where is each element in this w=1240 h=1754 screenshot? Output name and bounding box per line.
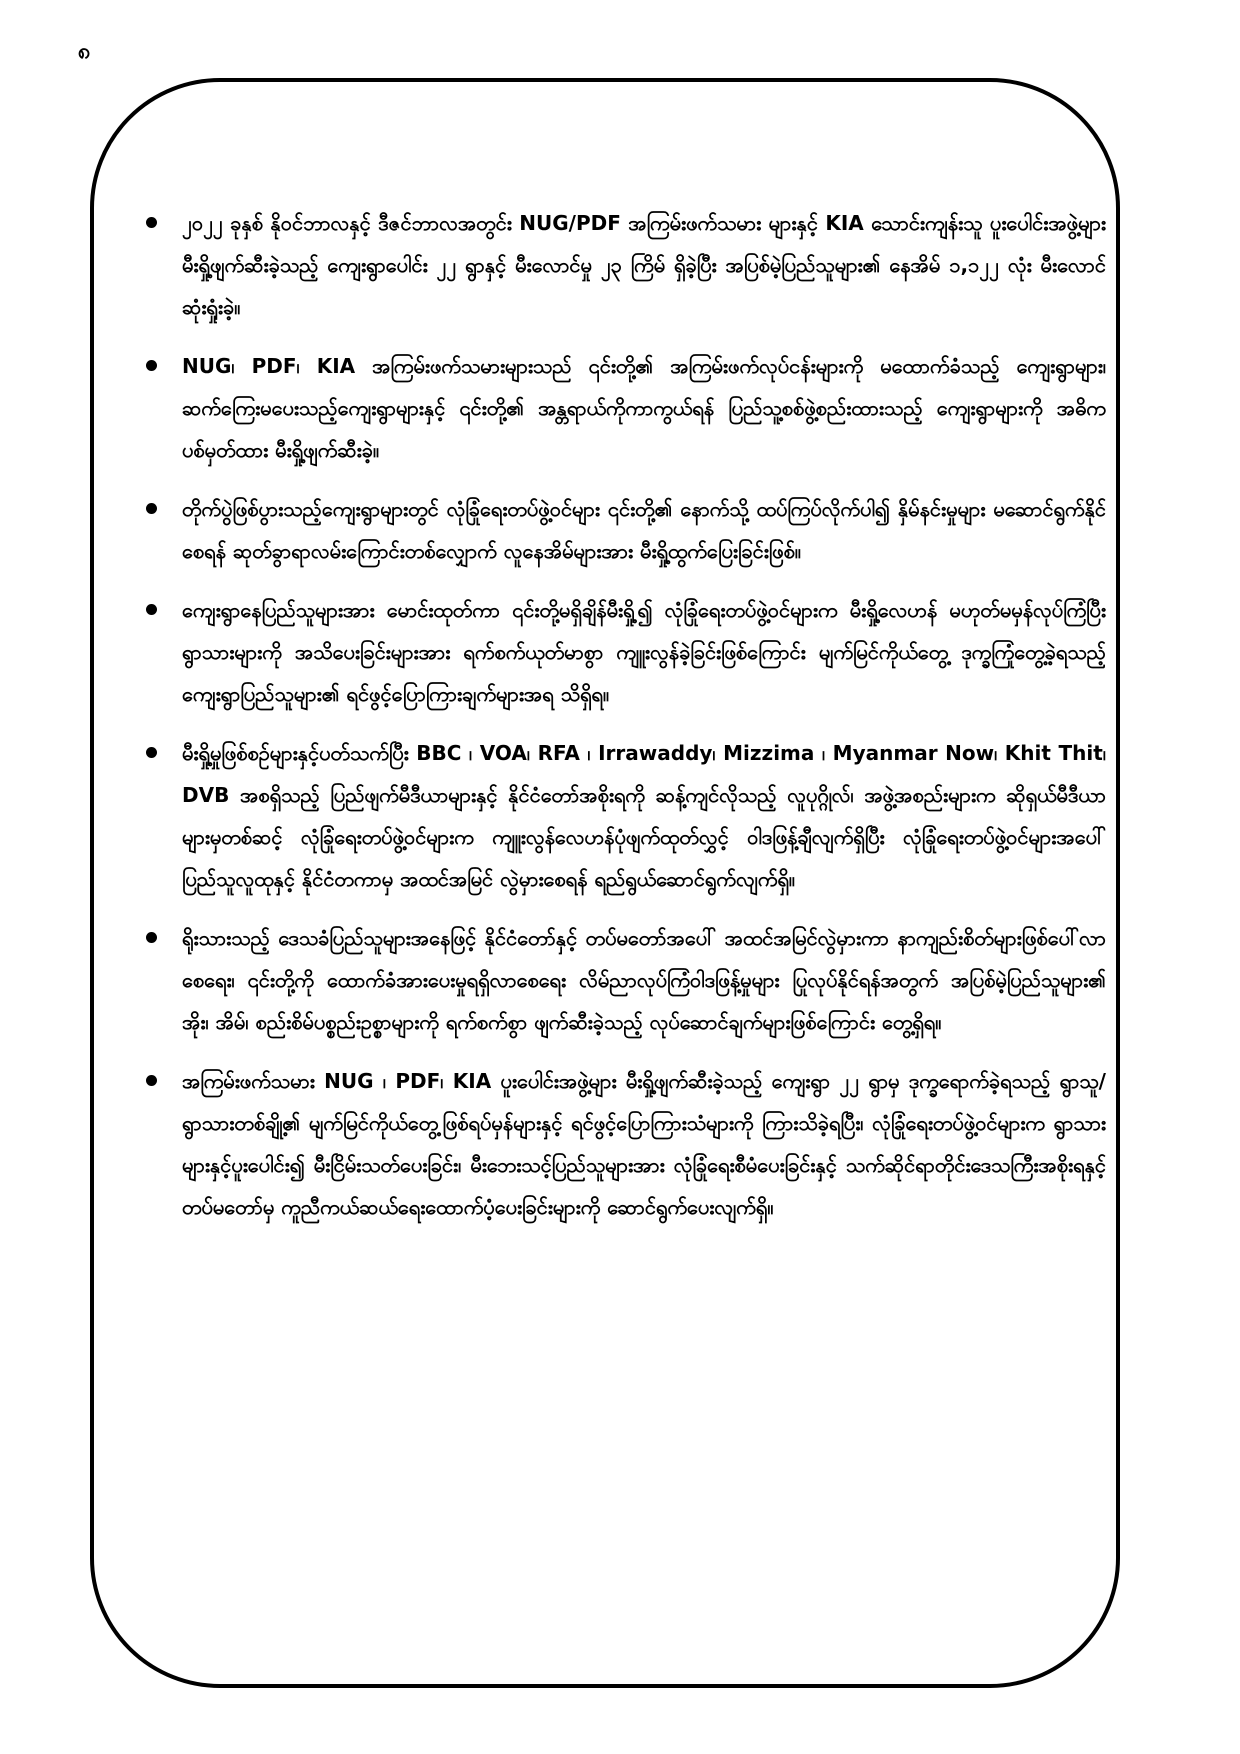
list-item [140, 488, 1106, 572]
bullet-dot-icon [146, 360, 157, 371]
bullet-text: NUG၊ PDF၊ KIA အကြမ်းဖက်သမားများသည် ၎င်းတို့၏ အကြမ်းဖက်လုပ်ငန်းများကို မထောက်ခံသည့် ကျေးရွာများ၊ ဆက်ကြေးမပေးသည့်ကျေးရွာများနှင့် ၎င်းတို့၏ အန္တရာယ်ကိုကာကွယ်ရန် ပြည်သူ့စစ်ဖွဲ့စည်းထားသည့် ကျေးရွာများကို အဓိကပစ်မှတ်ထား မီးရှို့ဖျက်ဆီးခဲ့။ [182, 354, 1106, 462]
bullet-dot-icon [146, 604, 157, 615]
list-item [140, 589, 1106, 715]
bullet-text: တိုက်ပွဲဖြစ်ပွားသည့်ကျေးရွာများတွင် လုံခြုံရေးတပ်ဖွဲ့ဝင်များ ၎င်းတို့၏ နောက်သို့ ထပ်ကြပ်လိုက်ပါ၍ နှိမ်နင်းမှုများ မဆောင်ရွက်နိုင်စေရန် ဆုတ်ခွာရာလမ်းကြောင်းတစ်လျှောက် လူနေအိမ်များအား မီးရှို့ထွက်ပြေးခြင်းဖြစ်။ [182, 497, 1106, 563]
bullet-text: ကျေးရွာနေပြည်သူများအား မောင်းထုတ်ကာ ၎င်းတို့မရှိချိန်မီးရှို့၍ လုံခြုံရေးတပ်ဖွဲ့ဝင်များက မီးရှို့လေဟန် မဟုတ်မမှန်လုပ်ကြံပြီး ရွာသားများကို အသိပေးခြင်းများအား ရက်စက်ယုတ်မာစွာ ကျူးလွန်ခဲ့ခြင်းဖြစ်ကြောင်း မျက်မြင်ကိုယ်တွေ့ ဒုက္ခကြုံတွေ့ခဲ့ရသည့် ကျေးရွာပြည်သူများ၏ ရင်ဖွင့်ပြောကြားချက်များအရ သိရှိရ။ [182, 598, 1106, 706]
bullet-dot-icon [146, 217, 157, 228]
list-item [140, 202, 1106, 328]
list-item [140, 1060, 1106, 1228]
bullet-list [140, 202, 1106, 1245]
bullet-text: အကြမ်းဖက်သမား NUG ၊ PDF၊ KIA ပူးပေါင်းအဖွဲ့များ မီးရှို့ဖျက်ဆီးခဲ့သည့် ကျေးရွာ ၂၂ ရွာမှ ဒုက္ခရောက်ခဲ့ရသည့် ရွာသူ/ရွာသားတစ်ချို့၏ မျက်မြင်ကိုယ်တွေ့ဖြစ်ရပ်မှန်များနှင့် ရင်ဖွင့်ပြောကြားသံများကို ကြားသိခဲ့ရပြီး၊ လုံခြုံရေးတပ်ဖွဲ့ဝင်များက ရွာသားများနှင့်ပူးပေါင်း၍ မီးငြိမ်းသတ်ပေးခြင်း၊ မီးဘေးသင့်ပြည်သူများအား လုံခြုံရေးစီမံပေးခြင်းနှင့် သက်ဆိုင်ရာတိုင်းဒေသကြီးအစိုးရနှင့် တပ်မတော်မှ ကူညီကယ်ဆယ်ရေးထောက်ပံ့ပေးခြင်းများကို ဆောင်ရွက်ပေးလျက်ရှိ။ [182, 1069, 1106, 1219]
bullet-dot-icon [146, 503, 157, 514]
bullet-text: မီးရှို့မှုဖြစ်စဉ်များနှင့်ပတ်သက်ပြီး BBC ၊ VOA၊ RFA ၊ Irrawaddy၊ Mizzima ၊ Myanmar Now၊ Khit Thit၊ DVB အစရှိသည့် ပြည်ဖျက်မီဒီယာများနှင့် နိုင်ငံတော်အစိုးရကို ဆန့်ကျင်လိုသည့် လူပုဂ္ဂိုလ်၊ အဖွဲ့အစည်းများက ဆိုရှယ်မီဒီယာများမှတစ်ဆင့် လုံခြုံရေးတပ်ဖွဲ့ဝင်များက ကျူးလွန်လေဟန်ပုံဖျက်ထုတ်လွှင့် ဝါဒဖြန့်ချီလျက်ရှိပြီး လုံခြုံရေးတပ်ဖွဲ့ဝင်များအပေါ် ပြည်သူလူထုနှင့် နိုင်ငံတကာမှ အထင်အမြင် လွဲမှားစေရန် ရည်ရွယ်ဆောင်ရွက်လျက်ရှိ။ [182, 741, 1106, 891]
bullet-text: ရိုးသားသည့် ဒေသခံပြည်သူများအနေဖြင့် နိုင်ငံတော်နှင့် တပ်မတော်အပေါ် အထင်အမြင်လွဲမှားကာ နာကျည်းစိတ်များဖြစ်ပေါ်လာစေရေး၊ ၎င်းတို့ကို ထောက်ခံအားပေးမှုရရှိလာစေရေး လိမ်ညာလုပ်ကြံဝါဒဖြန့်မှုများ ပြုလုပ်နိုင်ရန်အတွက် အပြစ်မဲ့ပြည်သူများ၏ အိုး၊ အိမ်၊ စည်းစိမ်ပစ္စည်းဥစ္စာများကို ရက်စက်စွာ ဖျက်ဆီးခဲ့သည့် လုပ်ဆောင်ချက်များဖြစ်ကြောင်း တွေ့ရှိရ။ [182, 926, 1106, 1034]
list-item [140, 732, 1106, 900]
bullet-dot-icon [146, 747, 157, 758]
list-item [140, 917, 1106, 1043]
bullet-dot-icon [146, 932, 157, 943]
bullet-dot-icon [146, 1075, 157, 1086]
page-number: ၈ [78, 39, 91, 64]
list-item [140, 345, 1106, 471]
bullet-text: ၂၀၂၂ ခုနှစ် နိုဝင်ဘာလနှင့် ဒီဇင်ဘာလအတွင်း NUG/PDF အကြမ်းဖက်သမား များနှင့် KIA သောင်းကျန်းသူ ပူးပေါင်းအဖွဲ့များ မီးရှို့ဖျက်ဆီးခဲ့သည့် ကျေးရွာပေါင်း ၂၂ ရွာနှင့် မီးလောင်မှု ၂၃ ကြိမ် ရှိခဲ့ပြီး အပြစ်မဲ့ပြည်သူများ၏ နေအိမ် ၁,၁၂၂ လုံး မီးလောင်ဆုံးရှုံးခဲ့။ [182, 211, 1106, 319]
